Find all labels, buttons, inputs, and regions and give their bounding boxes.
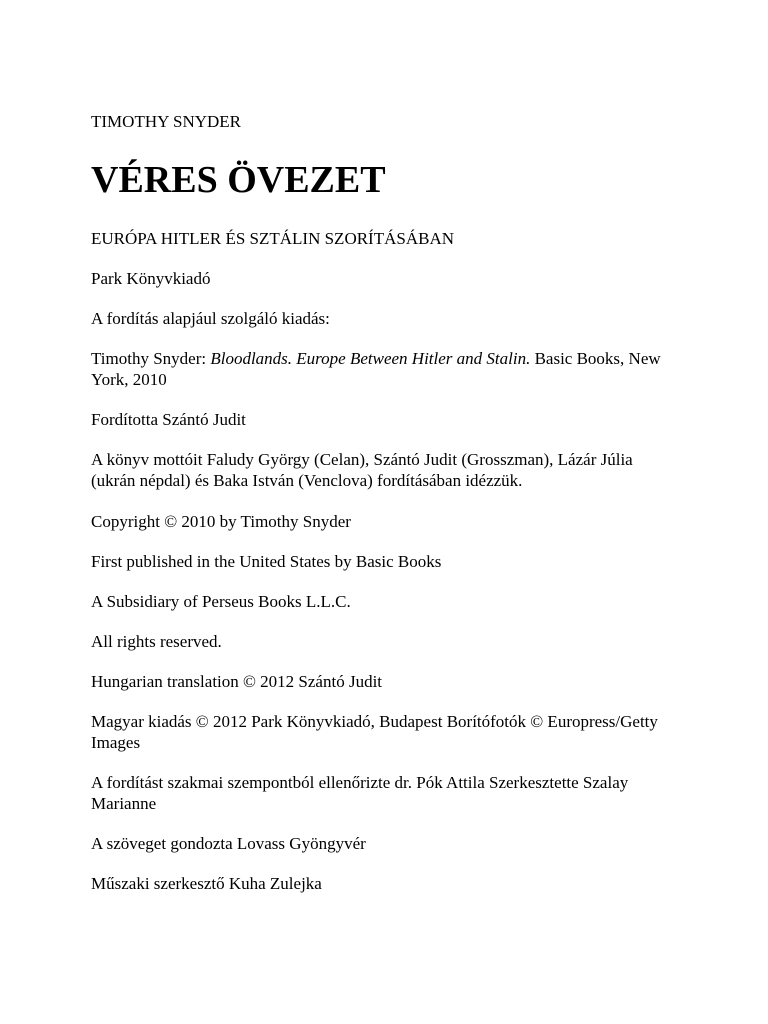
motto-credits: A könyv mottóit Faludy György (Celan), Szántó Judit (Grosszman), Lázár Júlia (ukrán népdal) és Baka István (Venclova) fordításában idézzük. [91,450,633,490]
hungarian-translation-line: Hungarian translation © 2012 Szántó Judit [91,672,383,691]
source-author: Timothy Snyder: [91,349,211,368]
hungarian-edition-line: Magyar kiadás © 2012 Park Könyvkiadó, Budapest Borítófotók © Europress/Getty Images [91,712,658,752]
rights-line: All rights reserved. [91,632,222,651]
reviewer-editor-line: A fordítást szakmai szempontból ellenőrizte dr. Pók Attila Szerkesztette Szalay Marianne [91,773,629,813]
translator-credit: Fordította Szántó Judit [91,410,246,429]
author-name: TIMOTHY SNYDER [91,112,242,131]
source-edition [91,348,681,390]
source-edition-intro: A fordítás alapjául szolgáló kiadás: [91,309,330,328]
first-published-line: First published in the United States by Basic Books [91,552,442,571]
source-publication: Basic Books, New York, 2010 [91,349,661,389]
source-title: Bloodlands. Europe Between Hitler and Stalin. [210,349,531,368]
copyeditor-line: A szöveget gondozta Lovass Gyöngyvér [91,834,366,853]
subsidiary-line: A Subsidiary of Perseus Books L.L.C. [91,592,351,611]
publisher-name: Park Könyvkiadó [91,269,211,288]
technical-editor-line: Műszaki szerkesztő Kuha Zulejka [91,874,322,893]
book-subtitle: EURÓPA HITLER ÉS SZTÁLIN SZORÍTÁSÁBAN [91,229,455,248]
copyright-line: Copyright © 2010 by Timothy Snyder [91,512,351,531]
book-title: VÉRES ÖVEZET [91,159,386,201]
